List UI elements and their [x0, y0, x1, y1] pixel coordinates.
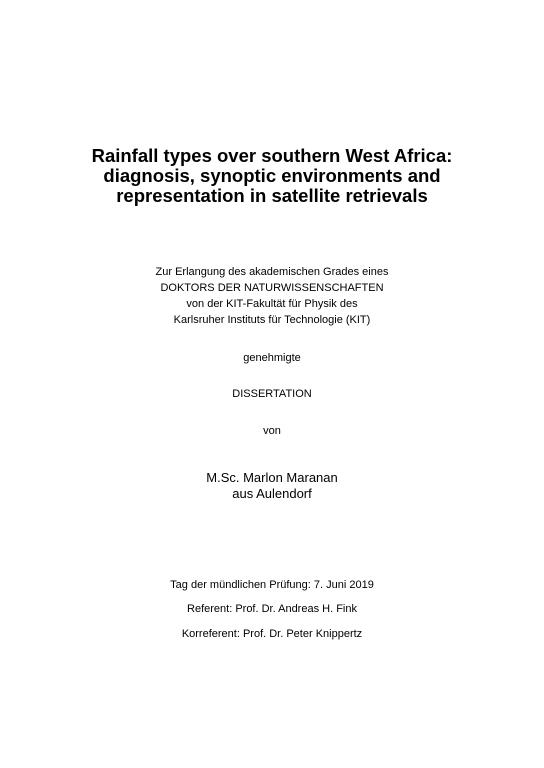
author-origin: aus Aulendorf [232, 486, 312, 501]
coreferee: Korreferent: Prof. Dr. Peter Knippertz [181, 628, 363, 640]
degree-line-4: Karlsruher Instituts für Technologie (KIT) [173, 314, 371, 326]
degree-line-3: von der KIT-Fakultät für Physik des [186, 298, 358, 310]
degree-line-2: DOKTORS DER NATURWISSENSCHAFTEN [160, 282, 384, 294]
author-name: M.Sc. Marlon Maranan [206, 470, 338, 485]
document-type: DISSERTATION [232, 388, 312, 400]
title-line-3: representation in satellite retrievals [116, 185, 428, 206]
degree-line-1: Zur Erlangung des akademischen Grades eines [155, 266, 389, 278]
approved-label: genehmigte [243, 352, 301, 364]
title-line-1: Rainfall types over southern West Africa: [91, 145, 453, 166]
by-label: von [263, 425, 281, 437]
title-line-2: diagnosis, synoptic environments and [103, 165, 441, 186]
exam-date: Tag der mündlichen Prüfung: 7. Juni 2019 [170, 579, 374, 591]
referee: Referent: Prof. Dr. Andreas H. Fink [187, 603, 357, 615]
